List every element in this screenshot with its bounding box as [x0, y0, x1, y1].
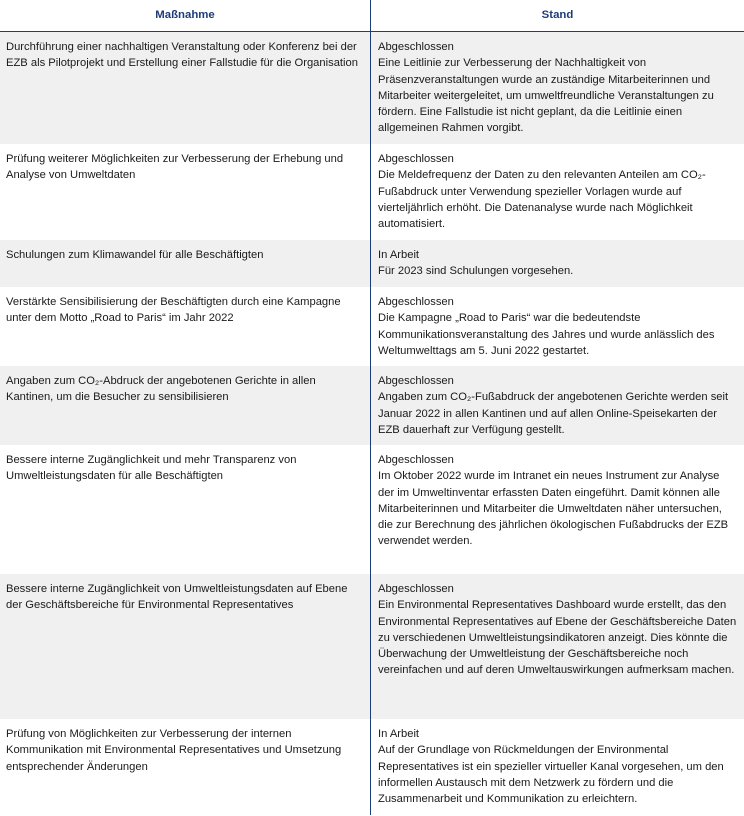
measure-text: Prüfung von Möglichkeiten zur Verbesserung der internen Kommunikation mit Environmental Representatives und Umsetzung entsprechender Änderungen: [6, 728, 342, 773]
status-label: In Arbeit: [378, 728, 420, 740]
measure-cell: [0, 574, 371, 719]
status-cell: [371, 574, 744, 719]
status-detail: Auf der Grundlage von Rückmeldungen der Environmental Representatives ist ein spezieller virtueller Kanal vorgesehen, um den informellen Austausch mit dem Netzwerk zu fördern und die Zusammenarbeit und Kommunikation zu erleichtern.: [378, 744, 724, 806]
measure-text: Prüfung weiterer Möglichkeiten zur Verbesserung der Erhebung und Analyse von Umweltdaten: [6, 153, 344, 182]
table-row: [0, 366, 744, 445]
status-cell: [371, 719, 744, 815]
status-cell: [371, 240, 744, 287]
measure-cell: [0, 287, 371, 366]
table-header-row: [0, 0, 744, 32]
status-label: Abgeschlossen: [378, 454, 454, 466]
status-label: Abgeschlossen: [378, 153, 454, 165]
status-detail: Die Kampagne „Road to Paris“ war die bedeutendste Kommunikationsveranstaltung des Jahres und wurde anlässlich des Weltumwelttags am 5. Juni 2022 gestartet.: [378, 312, 715, 357]
measure-cell: [0, 366, 371, 445]
measure-text: Verstärkte Sensibilisierung der Beschäftigten durch eine Kampagne unter dem Motto „Road to Paris“ im Jahr 2022: [6, 296, 341, 325]
measure-cell: [0, 144, 371, 240]
table-row: [0, 240, 744, 287]
status-cell: [371, 366, 744, 445]
status-cell: [371, 32, 744, 144]
status-detail: Im Oktober 2022 wurde im Intranet ein neues Instrument zur Analyse der im Umweltinventar erfassten Daten eingeführt. Damit können alle Mitarbeiterinnen und Mitarbeiter die Umweltdaten näher untersuchen, die zur Berechnung des jährlichen ökologischen Fußabdrucks der EZB verwendet werden.: [378, 470, 729, 548]
status-cell: [371, 287, 744, 366]
status-detail: Eine Leitlinie zur Verbesserung der Nachhaltigkeit von Präsenzveranstaltungen wurde an zuständige Mitarbeiterinnen und Mitarbeiter weitergeleitet, um umweltfreundliche Veranstaltungen zu fördern. Eine Fallstudie ist nicht geplant, da die Leitlinie einen allgemeinen Rahmen vorgibt.: [378, 57, 714, 135]
table-row: [0, 32, 744, 144]
table-row: [0, 719, 744, 815]
status-label: In Arbeit: [378, 249, 420, 261]
measure-text: Bessere interne Zugänglichkeit und mehr Transparenz von Umweltleistungsdaten für alle Beschäftigten: [6, 454, 297, 483]
measure-text: Durchführung einer nachhaltigen Veranstaltung oder Konferenz bei der EZB als Pilotprojekt und Erstellung einer Fallstudie für die Organisation: [6, 41, 358, 70]
measure-cell: [0, 719, 371, 815]
measure-cell: [0, 32, 371, 144]
status-detail: Ein Environmental Representatives Dashboard wurde erstellt, das den Environmental Representatives auf Ebene der Geschäftsbereiche Daten zu verschiedenen Umweltleistungsindikatoren anzeigt. Dies könnte die Überwachung der Umweltleistung der Geschäftsbereiche noch vereinfachen und auf deren Umweltauswirkungen aufmerksam machen.: [378, 599, 737, 677]
status-cell: [371, 445, 744, 574]
status-label: Abgeschlossen: [378, 296, 454, 308]
status-label: Abgeschlossen: [378, 583, 454, 595]
header-measure: Maßnahme: [0, 0, 371, 31]
header-status: Stand: [541, 9, 574, 22]
measure-text: Bessere interne Zugänglichkeit von Umweltleistungsdaten auf Ebene der Geschäftsbereiche für Environmental Representatives: [6, 583, 348, 612]
measure-text: Schulungen zum Klimawandel für alle Beschäftigten: [6, 249, 264, 261]
status-label: Abgeschlossen: [378, 375, 454, 387]
status-detail: Die Meldefrequenz der Daten zu den relevanten Anteilen am CO₂-Fußabdruck unter Verwendung spezieller Vorlagen wurde auf vierteljährlich erhöht. Die Datenanalyse wurde nach Möglichkeit automatisiert.: [378, 169, 706, 231]
measure-cell: [0, 445, 371, 574]
status-detail: Angaben zum CO₂-Fußabdruck der angebotenen Gerichte werden seit Januar 2022 in allen Kantinen und auf allen Online-Speisekarten der EZB dauerhaft zur Verfügung gestellt.: [378, 391, 729, 436]
status-detail: Für 2023 sind Schulungen vorgesehen.: [378, 265, 574, 278]
measure-cell: [0, 240, 371, 287]
measure-text: Angaben zum CO₂-Abdruck der angebotenen Gerichte in allen Kantinen, um die Besucher zu sensibilisieren: [6, 375, 316, 404]
status-label: Abgeschlossen: [378, 41, 454, 53]
table-row: [0, 574, 744, 719]
table-row: [0, 287, 744, 366]
table-row: [0, 144, 744, 240]
status-cell: [371, 144, 744, 240]
table-row: [0, 445, 744, 574]
